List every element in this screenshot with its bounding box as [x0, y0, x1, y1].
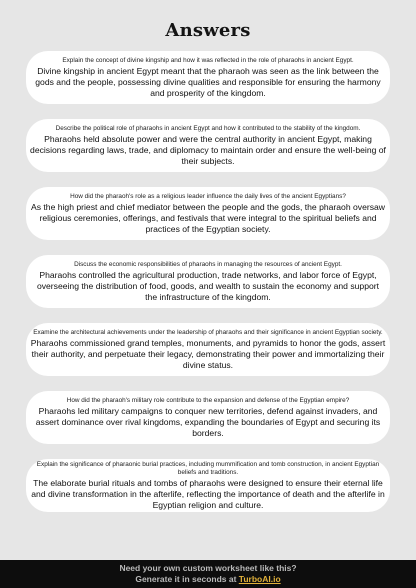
question-text: Describe the political role of pharaohs in ancient Egypt and how it contributed to the stability of the kingdom. — [55, 124, 361, 132]
question-text: Explain the concept of divine kingship and how it was reflected in the role of pharaohs in ancient Egypt. — [62, 56, 354, 64]
question-text: Explain the significance of pharaonic burial practices, including mummification and tomb construction, in ancient Egyptian beliefs and traditions. — [36, 460, 380, 476]
answer-card-1 — [26, 51, 390, 104]
question-text: How did the pharaoh's military role contribute to the expansion and defense of the Egyptian empire? — [66, 396, 350, 404]
answer-text: As the high priest and chief mediator between the people and the gods, the pharaoh oversaw religious ceremonies, offerings, and festivals that were integral to the spiritual beliefs and practices of the Egyptian society. — [30, 202, 385, 234]
answer-list — [26, 51, 390, 512]
answer-card-2 — [26, 119, 390, 172]
answer-text: Pharaohs led military campaigns to conquer new territories, defend against invaders, and assert dominance over rival kingdoms, expanding the boundaries of Egypt and securing its borders. — [35, 406, 381, 438]
answer-text: The elaborate burial rituals and tombs of pharaohs were designed to ensure their eternal life and divine transformation in the afterlife, reflecting the importance of death and the afterlife in Egyptian religion and culture. — [31, 478, 385, 510]
answer-card-6 — [26, 391, 390, 444]
answer-text: Pharaohs controlled the agricultural production, trade networks, and labor force of Egypt, overseeing the distribution of food, goods, and wealth to sustain the economy and support the infrastructure of the kingdom. — [36, 270, 380, 302]
answer-text: Pharaohs commissioned grand temples, monuments, and pyramids to honor the gods, assert their authority, and perpetuate their legacy, demonstrating their power and immortalizing their divine status. — [30, 338, 386, 370]
page-title: Answers — [165, 20, 251, 41]
answer-card-5 — [26, 323, 390, 376]
footer-line-2-text: Generate it in seconds at — [135, 573, 239, 584]
answer-card-7 — [26, 459, 390, 512]
question-text: Examine the architectural achievements under the leadership of pharaohs and their significance in ancient Egyptian society. — [33, 328, 383, 336]
question-text: How did the pharaoh's role as a religious leader influence the daily lives of the ancient Egyptians? — [70, 192, 346, 200]
promo-footer — [0, 560, 416, 588]
answer-card-4 — [26, 255, 390, 308]
footer-line-1: Need your own custom worksheet like this? — [119, 563, 297, 573]
footer-line-2 — [0, 574, 416, 585]
answer-card-3 — [26, 187, 390, 240]
turboai-link[interactable]: TurboAI.io — [238, 573, 281, 584]
answer-text: Pharaohs held absolute power and were the central authority in ancient Egypt, making decisions regarding laws, trade, and diplomacy to maintain order and ensure the well-being of their subjects. — [30, 134, 386, 166]
question-text: Discuss the economic responsibilities of pharaohs in managing the resources of ancient Egypt. — [74, 260, 342, 268]
answer-text: Divine kingship in ancient Egypt meant that the pharaoh was seen as the link between the gods and the people, possessing divine qualities and responsible for ensuring the harmony and prosperity of the kingdom. — [35, 66, 381, 98]
